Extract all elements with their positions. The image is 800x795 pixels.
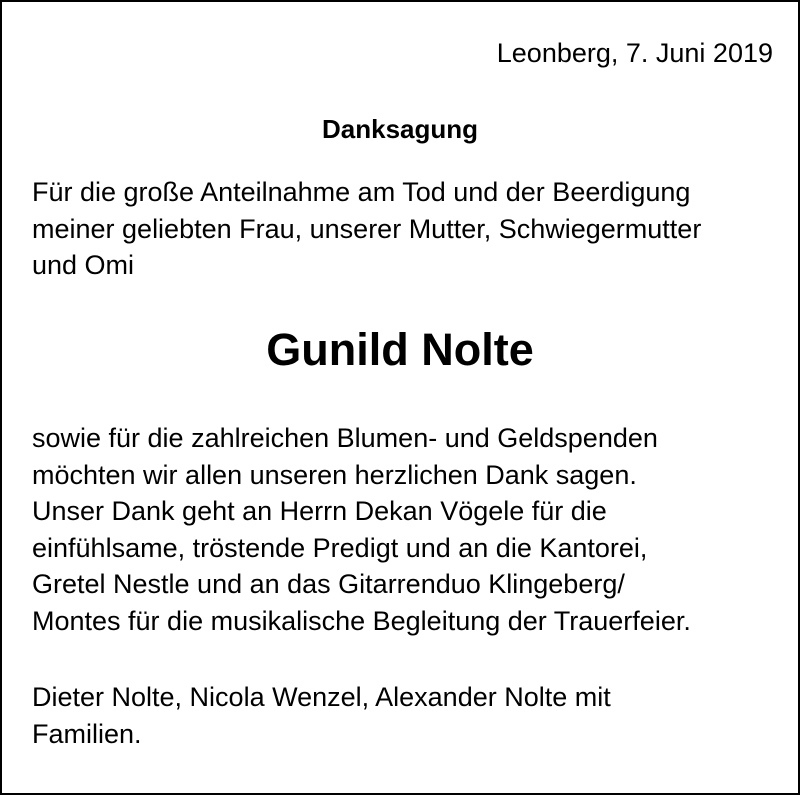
signature-line: Familien. bbox=[32, 718, 142, 749]
thanks-line: einfühlsame, tröstende Predigt und an die Kantorei, bbox=[32, 532, 648, 563]
intro-line: meiner geliebten Frau, unserer Mutter, Schwiegermutter bbox=[32, 213, 702, 244]
intro-paragraph bbox=[32, 174, 778, 284]
signature-paragraph bbox=[32, 679, 778, 752]
thanks-line: Unser Dank geht an Herrn Dekan Vögele für die bbox=[32, 496, 607, 526]
notice-heading: Danksagung bbox=[321, 114, 479, 144]
signature-line: Dieter Nolte, Nicola Wenzel, Alexander Nolte mit bbox=[32, 682, 611, 712]
intro-line: Für die große Anteilnahme am Tod und der Beerdigung bbox=[32, 177, 691, 207]
thanks-line: möchten wir allen unseren herzlichen Dank sagen. bbox=[32, 459, 637, 490]
intro-line: und Omi bbox=[32, 250, 135, 280]
thanks-paragraph bbox=[32, 420, 778, 639]
place-date: Leonberg, 7. Juni 2019 bbox=[496, 38, 773, 68]
deceased-name: Gunild Nolte bbox=[266, 324, 534, 375]
thanks-line: Montes für die musikalische Begleitung der Trauerfeier. bbox=[32, 605, 691, 636]
thanks-line: sowie für die zahlreichen Blumen- und Geldspenden bbox=[32, 423, 658, 453]
thanks-line: Gretel Nestle und an das Gitarrenduo Klingeberg/ bbox=[32, 569, 625, 599]
